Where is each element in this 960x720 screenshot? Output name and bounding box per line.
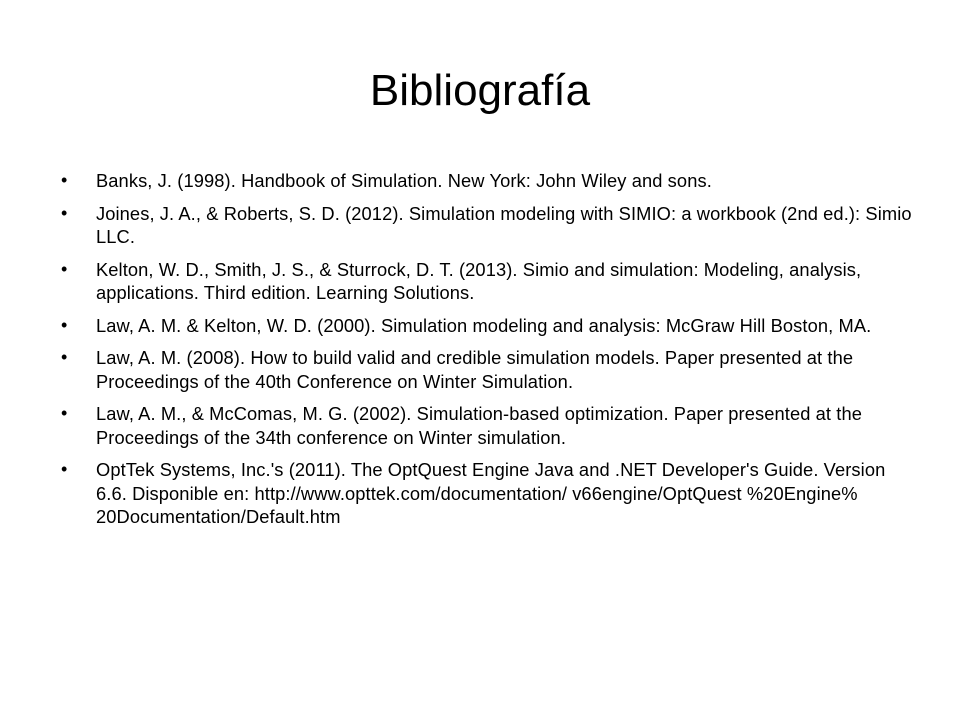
bullet-icon: • [61,258,68,279]
bullet-icon: • [61,403,68,423]
reference-text: OptTek Systems, Inc.'s (2011). The OptQuest Engine Java and .NET Developer's Guide. Version 6.6. Disponible en: http://www.opttek.com/documentation/ v66engine/OptQuest %20Engine% 20Documentation/Default.htm [96,459,886,527]
reference-text: Banks, J. (1998). Handbook of Simulation. New York: John Wiley and sons. [96,170,712,191]
bullet-icon: • [61,459,68,479]
reference-text: Joines, J. A., & Roberts, S. D. (2012). Simulation modeling with SIMIO: a workbook (2nd ed.): Simio LLC. [96,202,912,247]
reference-item [61,402,916,449]
reference-text: Kelton, W. D., Smith, J. S., & Sturrock, D. T. (2013). Simio and simulation: Modeling, analysis, applications. Third edition. Learning Solutions. [96,258,862,303]
reference-item [61,202,916,249]
bullet-icon: • [61,314,68,335]
reference-text: Law, A. M. (2008). How to build valid and credible simulation models. Paper presented at the Proceedings of the 40th Conference on Winter Simulation. [96,347,854,392]
reference-item [61,346,916,393]
reference-text: Law, A. M., & McComas, M. G. (2002). Simulation-based optimization. Paper presented at the Proceedings of the 34th conference on Winter simulation. [96,403,862,448]
reference-item [61,458,916,529]
bullet-icon: • [61,202,68,223]
bullet-icon: • [61,170,68,190]
reference-item [61,314,916,338]
slide-title: Bibliografía [369,66,591,115]
reference-text: Law, A. M. & Kelton, W. D. (2000). Simulation modeling and analysis: McGraw Hill Boston, MA. [96,314,872,336]
reference-item [61,169,916,193]
reference-list [61,169,916,538]
bullet-icon: • [61,347,68,367]
reference-item [61,258,916,305]
